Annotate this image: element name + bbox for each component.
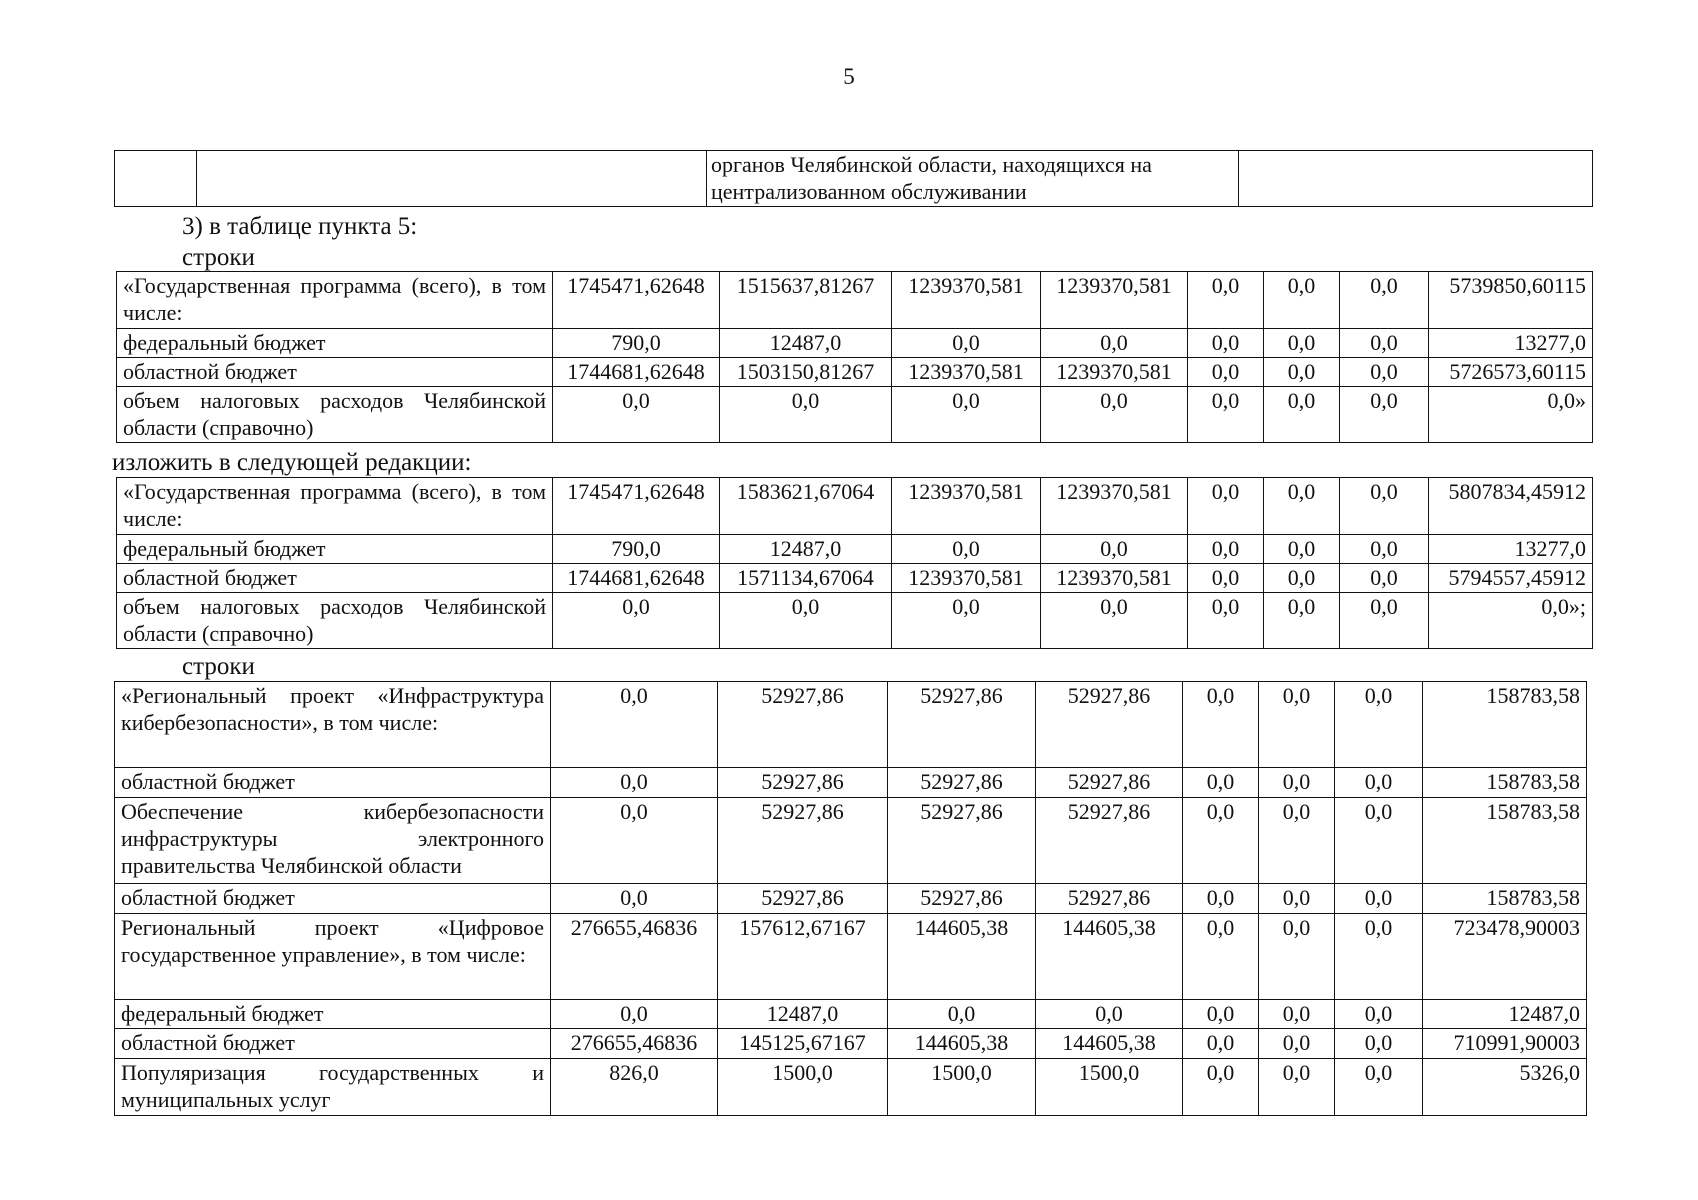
value-cell: 0,0 [1259, 1029, 1335, 1059]
table-new-rows [116, 477, 1593, 649]
value-cell: 52927,86 [1036, 798, 1183, 884]
value-cell: 1239370,581 [1041, 478, 1188, 535]
value-cell: 52927,86 [888, 768, 1036, 798]
table-row [117, 358, 1593, 387]
value-cell: 5726573,60115 [1429, 358, 1593, 387]
value-cell: 144605,38 [888, 914, 1036, 1000]
value-cell: 157612,67167 [718, 914, 888, 1000]
value-cell: 0,0 [892, 535, 1041, 564]
value-cell: 52927,86 [888, 884, 1036, 914]
row-label: объем налоговых расходов Челябинской области (справочно) [117, 593, 553, 649]
value-cell: 0,0 [1335, 798, 1423, 884]
value-cell: 826,0 [551, 1059, 718, 1116]
value-cell: 0,0 [1335, 1059, 1423, 1116]
value-cell: 0,0 [892, 387, 1041, 443]
fragment-text-cell [707, 151, 1239, 207]
row-label: федеральный бюджет [117, 329, 553, 358]
value-cell: 0,0 [1264, 387, 1340, 443]
value-cell: 0,0 [551, 884, 718, 914]
value-cell: 0,0 [1259, 914, 1335, 1000]
value-cell: 1571134,67064 [720, 564, 892, 593]
row-label: федеральный бюджет [115, 1000, 551, 1029]
value-cell: 0,0 [1335, 884, 1423, 914]
value-cell: 790,0 [553, 535, 720, 564]
value-cell: 710991,90003 [1423, 1029, 1587, 1059]
value-cell: 0,0 [892, 593, 1041, 649]
value-cell: 0,0 [1264, 593, 1340, 649]
rows-label-2: строки [182, 653, 255, 680]
value-cell: 0,0 [1335, 914, 1423, 1000]
value-cell: 5794557,45912 [1429, 564, 1593, 593]
value-cell: 0,0 [1188, 535, 1264, 564]
table-old-rows [116, 271, 1593, 443]
value-cell: 52927,86 [718, 798, 888, 884]
value-cell: 158783,58 [1423, 884, 1587, 914]
value-cell: 0,0 [1183, 914, 1259, 1000]
value-cell: 1583621,67064 [720, 478, 892, 535]
value-cell: 0,0 [892, 329, 1041, 358]
row-label: Региональный проект «Цифровое государственное управление», в том числе: [115, 914, 551, 1000]
table-row [117, 478, 1593, 535]
fragment-text-line1: органов Челябинской области, находящихся на [711, 152, 1152, 177]
value-cell: 0,0 [1340, 272, 1429, 329]
table-row [117, 387, 1593, 443]
value-cell: 0,0 [1183, 1000, 1259, 1029]
value-cell: 0,0 [1335, 1029, 1423, 1059]
value-cell: 1239370,581 [1041, 564, 1188, 593]
value-cell: 158783,58 [1423, 768, 1587, 798]
value-cell: 0,0 [1036, 1000, 1183, 1029]
value-cell: 276655,46836 [551, 914, 718, 1000]
value-cell: 723478,90003 [1423, 914, 1587, 1000]
table-row [115, 1000, 1587, 1029]
row-label: областной бюджет [115, 884, 551, 914]
value-cell: 0,0»; [1429, 593, 1593, 649]
row-label: «Государственная программа (всего), в том числе: [117, 478, 553, 535]
table-row [115, 1029, 1587, 1059]
value-cell: 0,0 [720, 593, 892, 649]
value-cell: 13277,0 [1429, 329, 1593, 358]
value-cell: 0,0 [1340, 329, 1429, 358]
value-cell: 1500,0 [888, 1059, 1036, 1116]
value-cell: 52927,86 [718, 682, 888, 768]
row-label: Популяризация государственных и муниципальных услуг [115, 1059, 551, 1116]
value-cell: 0,0 [1335, 682, 1423, 768]
value-cell: 0,0 [1340, 593, 1429, 649]
table-row [117, 329, 1593, 358]
value-cell: 0,0 [1041, 387, 1188, 443]
value-cell: 12487,0 [1423, 1000, 1587, 1029]
value-cell: 0,0 [1188, 593, 1264, 649]
value-cell: 52927,86 [718, 884, 888, 914]
value-cell: 1515637,81267 [720, 272, 892, 329]
value-cell: 0,0 [1188, 478, 1264, 535]
value-cell: 0,0 [1340, 535, 1429, 564]
value-cell: 0,0 [551, 798, 718, 884]
value-cell: 144605,38 [1036, 914, 1183, 1000]
table-row [117, 593, 1593, 649]
value-cell: 0,0 [551, 682, 718, 768]
value-cell: 158783,58 [1423, 682, 1587, 768]
value-cell: 0,0 [1183, 884, 1259, 914]
value-cell: 158783,58 [1423, 798, 1587, 884]
value-cell: 0,0 [1264, 329, 1340, 358]
value-cell: 0,0 [1183, 1059, 1259, 1116]
table-row [117, 564, 1593, 593]
value-cell: 0,0 [1264, 478, 1340, 535]
value-cell: 52927,86 [888, 798, 1036, 884]
value-cell: 1744681,62648 [553, 564, 720, 593]
value-cell: 0,0 [1340, 387, 1429, 443]
value-cell: 0,0 [1264, 272, 1340, 329]
value-cell: 0,0 [553, 387, 720, 443]
value-cell: 0,0 [1335, 768, 1423, 798]
table-row [115, 768, 1587, 798]
value-cell: 0,0 [1259, 884, 1335, 914]
value-cell: 0,0 [1188, 329, 1264, 358]
value-cell: 0,0 [1340, 564, 1429, 593]
fragment-cell-4 [1239, 151, 1593, 207]
value-cell: 0,0 [551, 768, 718, 798]
value-cell: 144605,38 [1036, 1029, 1183, 1059]
row-label: федеральный бюджет [117, 535, 553, 564]
value-cell: 0,0» [1429, 387, 1593, 443]
page-number: 5 [843, 64, 855, 89]
value-cell: 0,0 [1259, 1000, 1335, 1029]
row-label: областной бюджет [115, 768, 551, 798]
item-heading: 3) в таблице пункта 5: [182, 213, 418, 240]
value-cell: 0,0 [1340, 358, 1429, 387]
value-cell: 1239370,581 [1041, 272, 1188, 329]
value-cell: 144605,38 [888, 1029, 1036, 1059]
value-cell: 0,0 [1264, 535, 1340, 564]
value-cell: 52927,86 [1036, 884, 1183, 914]
table-row [117, 272, 1593, 329]
value-cell: 145125,67167 [718, 1029, 888, 1059]
row-label: Обеспечение кибербезопасности инфраструктуры электронного правительства Челябинской области [115, 798, 551, 884]
value-cell: 0,0 [1340, 478, 1429, 535]
value-cell: 0,0 [888, 1000, 1036, 1029]
fragment-cell-2 [197, 151, 707, 207]
value-cell: 0,0 [1259, 768, 1335, 798]
value-cell: 0,0 [720, 387, 892, 443]
value-cell: 13277,0 [1429, 535, 1593, 564]
value-cell: 276655,46836 [551, 1029, 718, 1059]
value-cell: 52927,86 [888, 682, 1036, 768]
value-cell: 0,0 [1183, 798, 1259, 884]
value-cell: 1500,0 [1036, 1059, 1183, 1116]
value-cell: 0,0 [1259, 682, 1335, 768]
table-row [115, 914, 1587, 1000]
value-cell: 1745471,62648 [553, 478, 720, 535]
row-label: «Государственная программа (всего), в том числе: [117, 272, 553, 329]
value-cell: 0,0 [1188, 564, 1264, 593]
value-cell: 1239370,581 [892, 358, 1041, 387]
value-cell: 5739850,60115 [1429, 272, 1593, 329]
value-cell: 790,0 [553, 329, 720, 358]
value-cell: 12487,0 [720, 535, 892, 564]
row-label: областной бюджет [117, 358, 553, 387]
value-cell: 0,0 [1041, 329, 1188, 358]
value-cell: 0,0 [1041, 593, 1188, 649]
row-label: «Региональный проект «Инфраструктура кибербезопасности», в том числе: [115, 682, 551, 768]
value-cell: 0,0 [1335, 1000, 1423, 1029]
value-cell: 1500,0 [718, 1059, 888, 1116]
rows-label-1: строки [182, 244, 255, 271]
value-cell: 0,0 [1188, 272, 1264, 329]
value-cell: 12487,0 [720, 329, 892, 358]
value-cell: 5326,0 [1423, 1059, 1587, 1116]
value-cell: 0,0 [1183, 682, 1259, 768]
table-row [117, 535, 1593, 564]
row-label: объем налоговых расходов Челябинской области (справочно) [117, 387, 553, 443]
value-cell: 1239370,581 [1041, 358, 1188, 387]
value-cell: 1239370,581 [892, 478, 1041, 535]
row-label: областной бюджет [117, 564, 553, 593]
value-cell: 0,0 [1188, 358, 1264, 387]
value-cell: 0,0 [1259, 1059, 1335, 1116]
value-cell: 0,0 [1264, 564, 1340, 593]
value-cell: 5807834,45912 [1429, 478, 1593, 535]
value-cell: 1239370,581 [892, 272, 1041, 329]
value-cell: 1239370,581 [892, 564, 1041, 593]
fragment-cell-1 [115, 151, 197, 207]
value-cell: 52927,86 [718, 768, 888, 798]
table-row [115, 682, 1587, 768]
value-cell: 0,0 [1183, 1029, 1259, 1059]
replace-heading: изложить в следующей редакции: [112, 449, 472, 476]
value-cell: 0,0 [1041, 535, 1188, 564]
value-cell: 1744681,62648 [553, 358, 720, 387]
row-label: областной бюджет [115, 1029, 551, 1059]
value-cell: 1503150,81267 [720, 358, 892, 387]
value-cell: 0,0 [1264, 358, 1340, 387]
table-row [115, 798, 1587, 884]
value-cell: 0,0 [551, 1000, 718, 1029]
value-cell: 52927,86 [1036, 768, 1183, 798]
value-cell: 0,0 [1259, 798, 1335, 884]
table-project-rows [114, 681, 1587, 1116]
fragment-text-line2: централизованном обслуживании [711, 179, 1027, 204]
value-cell: 0,0 [553, 593, 720, 649]
value-cell: 12487,0 [718, 1000, 888, 1029]
value-cell: 52927,86 [1036, 682, 1183, 768]
table-row [115, 884, 1587, 914]
value-cell: 0,0 [1183, 768, 1259, 798]
top-table-fragment [114, 150, 1593, 207]
value-cell: 0,0 [1188, 387, 1264, 443]
table-row [115, 1059, 1587, 1116]
value-cell: 1745471,62648 [553, 272, 720, 329]
